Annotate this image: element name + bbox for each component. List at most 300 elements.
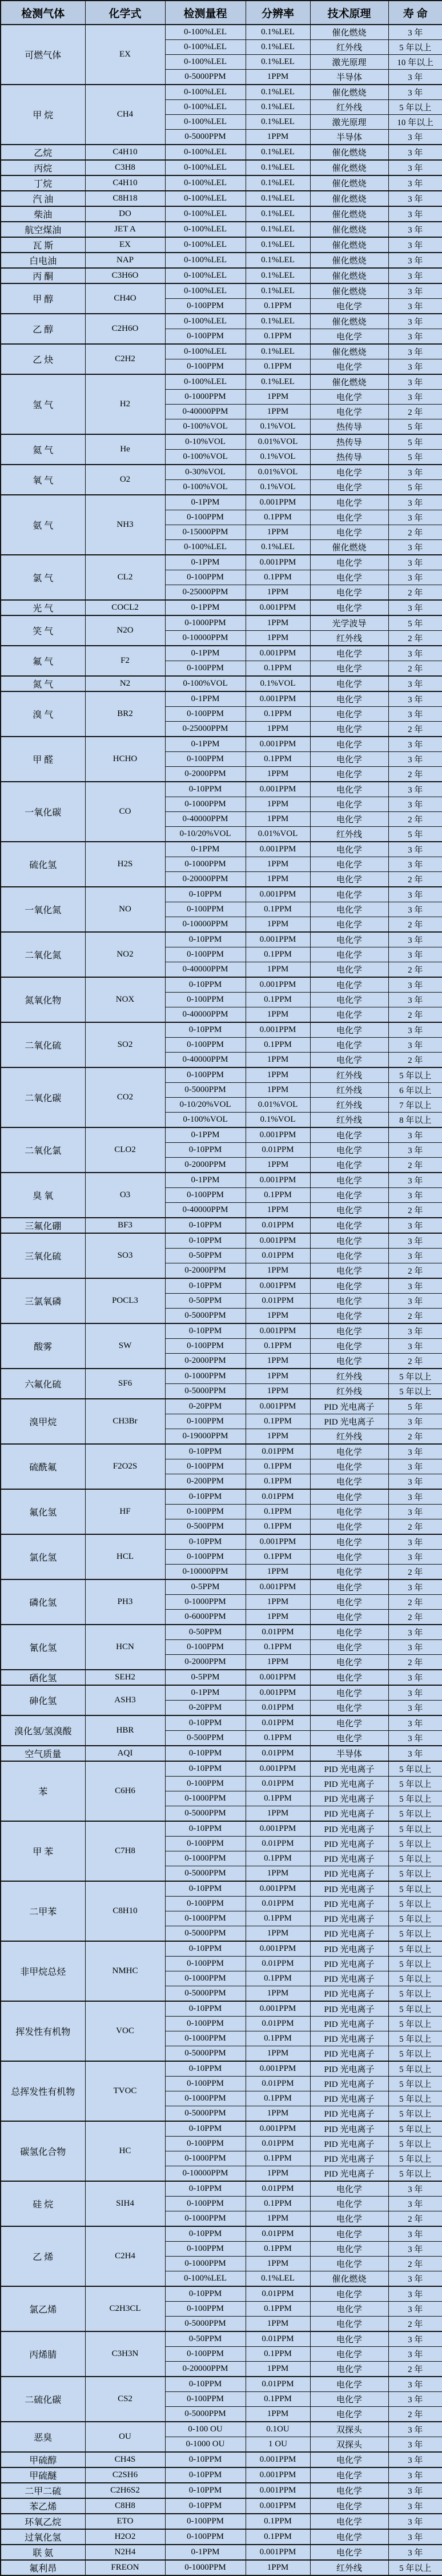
lifespan-cell: 2 年 <box>388 2317 442 2332</box>
lifespan-cell: 5 年以上 <box>388 1821 442 1837</box>
resolution-cell: 1PPM <box>246 2560 310 2575</box>
principle-cell: 电化学 <box>310 525 388 540</box>
range-cell: 0-100%LEL <box>165 222 246 237</box>
range-cell: 0-1000PPM <box>165 1971 246 1986</box>
lifespan-cell: 3 年 <box>388 2242 442 2257</box>
lifespan-cell: 3 年 <box>388 2286 442 2302</box>
table-row <box>1 646 442 661</box>
principle-cell: 电化学 <box>310 2545 388 2560</box>
formula-cell: NAP <box>85 253 165 268</box>
lifespan-cell: 3 年 <box>388 842 442 857</box>
gas-name-cell: 硒化氢 <box>1 1670 85 1685</box>
range-cell: 0-5000PPM <box>165 2407 246 2422</box>
resolution-cell: 0.01PPM <box>246 1249 310 1263</box>
lifespan-cell: 5 年 <box>388 450 442 465</box>
lifespan-cell: 3 年 <box>388 344 442 359</box>
gas-name-cell: 一氧化碳 <box>1 782 85 842</box>
range-cell: 0-2000PPM <box>165 1158 246 1173</box>
table-row <box>1 1067 442 1083</box>
range-cell: 0-20000PPM <box>165 872 246 887</box>
table-row <box>1 1715 442 1731</box>
range-cell: 0-100%LEL <box>165 314 246 329</box>
formula-cell: O2 <box>85 465 165 495</box>
lifespan-cell: 3 年 <box>388 691 442 707</box>
range-cell: 0-10PPM <box>165 1143 246 1158</box>
column-header-range: 检测量程 <box>165 1 246 25</box>
range-cell: 0-100%LEL <box>165 115 246 130</box>
table-row <box>1 2560 442 2575</box>
table-row <box>1 344 442 359</box>
resolution-cell: 0.1PPM <box>246 1640 310 1655</box>
principle-cell: 电化学 <box>310 977 388 993</box>
lifespan-cell: 2 年 <box>388 812 442 827</box>
range-cell: 0-100PPM <box>165 1459 246 1474</box>
principle-cell: 电化学 <box>310 737 388 752</box>
gas-name-cell: 乙 烯 <box>1 2226 85 2286</box>
range-cell: 0-100%VOL <box>165 450 246 465</box>
gas-name-cell: 三氯氧磷 <box>1 1278 85 1323</box>
range-cell: 0-10000PPM <box>165 2166 246 2182</box>
gas-name-cell: 溴甲烷 <box>1 1399 85 1444</box>
resolution-cell: 0.001PPM <box>246 2452 310 2467</box>
resolution-cell: 1PPM <box>246 812 310 827</box>
range-cell: 0-100PPM <box>165 1550 246 1565</box>
resolution-cell: 0.1PPM <box>246 661 310 677</box>
resolution-cell: 0.001PPM <box>246 495 310 510</box>
table-row <box>1 237 442 253</box>
principle-cell: 红外线 <box>310 1384 388 1399</box>
formula-cell: ETO <box>85 2514 165 2529</box>
principle-cell: 电化学 <box>310 2197 388 2211</box>
lifespan-cell: 5 年以上 <box>388 1384 442 1399</box>
resolution-cell: 1PPM <box>246 2166 310 2182</box>
resolution-cell: 1PPM <box>246 1263 310 1279</box>
resolution-cell: 0.1PPM <box>246 902 310 917</box>
range-cell: 0-100PPM <box>165 2514 246 2529</box>
formula-cell: VOC <box>85 2001 165 2061</box>
range-cell: 0-100%LEL <box>165 374 246 390</box>
principle-cell: 催化燃烧 <box>310 160 388 175</box>
resolution-cell: 0.1PPM <box>246 1791 310 1806</box>
range-cell: 0-100PPM <box>165 329 246 345</box>
range-cell: 0-30%VOL <box>165 465 246 480</box>
resolution-cell: 0.1PPM <box>246 2151 310 2166</box>
lifespan-cell: 3 年 <box>388 993 442 1007</box>
formula-cell: NMHC <box>85 1941 165 2001</box>
principle-cell: PID 光电离子 <box>310 2031 388 2046</box>
resolution-cell: 0.01PPM <box>246 1837 310 1851</box>
range-cell: 0-2000PPM <box>165 1655 246 1670</box>
range-cell: 0-100%LEL <box>165 253 246 268</box>
lifespan-cell: 3 年 <box>388 977 442 993</box>
gas-name-cell: 丙烷 <box>1 160 85 175</box>
table-row <box>1 615 442 631</box>
resolution-cell: 0.1PPM <box>246 1550 310 1565</box>
table-row <box>1 1941 442 1957</box>
resolution-cell: 1PPM <box>246 1926 310 1942</box>
lifespan-cell: 5 年以上 <box>388 2151 442 2166</box>
resolution-cell: 0.1PPM <box>246 2529 310 2545</box>
range-cell: 0-10PPM <box>165 1761 246 1777</box>
range-cell: 0-5000PPM <box>165 1384 246 1399</box>
gas-name-cell: 过氧化氢 <box>1 2529 85 2545</box>
gas-name-cell: 柴油 <box>1 206 85 222</box>
lifespan-cell: 3 年 <box>388 932 442 947</box>
resolution-cell: 1PPM <box>246 872 310 887</box>
resolution-cell: 0.01PPM <box>246 1746 310 1761</box>
gas-name-cell: 环氧乙烷 <box>1 2514 85 2529</box>
formula-cell: SO2 <box>85 1022 165 1067</box>
gas-name-cell: 可燃气体 <box>1 25 85 85</box>
principle-cell: 电化学 <box>310 1007 388 1023</box>
resolution-cell: 0.1PPM <box>246 2347 310 2362</box>
resolution-cell: 0.001PPM <box>246 1941 310 1957</box>
range-cell: 0-10PPM <box>165 1022 246 1038</box>
principle-cell: 电化学 <box>310 1519 388 1535</box>
principle-cell: 电化学 <box>310 993 388 1007</box>
lifespan-cell: 3 年 <box>388 175 442 191</box>
principle-cell: 电化学 <box>310 2257 388 2271</box>
resolution-cell: 0.01PPM <box>246 1294 310 1309</box>
lifespan-cell: 3 年 <box>388 1640 442 1655</box>
range-cell: 0-100PPM <box>165 1067 246 1083</box>
table-row <box>1 283 442 299</box>
gas-name-cell: 光 气 <box>1 600 85 615</box>
resolution-cell: 1PPM <box>246 1806 310 1822</box>
lifespan-cell: 3 年 <box>388 1339 442 1354</box>
formula-cell: HCL <box>85 1534 165 1579</box>
resolution-cell: 0.001PPM <box>246 600 310 615</box>
principle-cell: 催化燃烧 <box>310 175 388 191</box>
range-cell: 0-1000PPM <box>165 1791 246 1806</box>
resolution-cell: 0.001PPM <box>246 2483 310 2498</box>
range-cell: 0-100PPM <box>165 993 246 1007</box>
principle-cell: 电化学 <box>310 842 388 857</box>
principle-cell: 电化学 <box>310 1701 388 1716</box>
resolution-cell: 0.01PPM <box>246 2286 310 2302</box>
formula-cell: F2 <box>85 646 165 676</box>
principle-cell: 电化学 <box>310 707 388 722</box>
lifespan-cell: 5 年以上 <box>388 2031 442 2046</box>
formula-cell: EX <box>85 25 165 85</box>
lifespan-cell: 3 年 <box>388 237 442 253</box>
formula-cell: H2 <box>85 374 165 434</box>
table-row <box>1 2121 442 2137</box>
formula-cell: CO2 <box>85 1067 165 1127</box>
resolution-cell: 1PPM <box>246 1354 310 1369</box>
range-cell: 0-100%LEL <box>165 175 246 191</box>
table-row <box>1 1022 442 1038</box>
resolution-cell: 0.1%LEL <box>246 206 310 222</box>
resolution-cell: 0.01%VOL <box>246 1098 310 1113</box>
table-row <box>1 676 442 691</box>
lifespan-cell: 3 年 <box>388 570 442 585</box>
lifespan-cell: 10 年以上 <box>388 55 442 70</box>
table-row <box>1 1579 442 1595</box>
gas-name-cell: 氰化氢 <box>1 1625 85 1670</box>
lifespan-cell: 5 年以上 <box>388 2077 442 2091</box>
resolution-cell: 0.1%LEL <box>246 100 310 115</box>
lifespan-cell: 2 年 <box>388 1595 442 1610</box>
formula-cell: C4H10 <box>85 175 165 191</box>
lifespan-cell: 3 年 <box>388 2467 442 2483</box>
formula-cell: C4H10 <box>85 145 165 160</box>
principle-cell: 电化学 <box>310 1263 388 1279</box>
table-row <box>1 2483 442 2498</box>
column-header-gas: 检测气体 <box>1 1 85 25</box>
gas-name-cell: 氢 气 <box>1 374 85 434</box>
resolution-cell: 1PPM <box>246 1866 310 1882</box>
principle-cell: 催化燃烧 <box>310 344 388 359</box>
table-row <box>1 1489 442 1505</box>
principle-cell: 电化学 <box>310 1249 388 1263</box>
range-cell: 0-10PPM <box>165 2226 246 2242</box>
formula-cell: NO <box>85 887 165 932</box>
table-row <box>1 932 442 947</box>
gas-name-cell: 六氟化硫 <box>1 1369 85 1399</box>
lifespan-cell: 5 年以上 <box>388 1067 442 1083</box>
table-row <box>1 253 442 268</box>
resolution-cell: 0.1PPM <box>246 329 310 345</box>
resolution-cell: 0.1PPM <box>246 1339 310 1354</box>
gas-name-cell: 氦 气 <box>1 434 85 465</box>
resolution-cell: 0.001PPM <box>246 1761 310 1777</box>
principle-cell: 电化学 <box>310 1685 388 1701</box>
lifespan-cell: 2 年 <box>388 1053 442 1068</box>
lifespan-cell: 3 年 <box>388 737 442 752</box>
table-row <box>1 782 442 797</box>
range-cell: 0-100%LEL <box>165 237 246 253</box>
lifespan-cell: 3 年 <box>388 857 442 872</box>
lifespan-cell: 3 年 <box>388 2392 442 2407</box>
principle-cell: 红外线 <box>310 827 388 842</box>
lifespan-cell: 7 年以上 <box>388 1098 442 1113</box>
lifespan-cell: 2 年 <box>388 1655 442 1670</box>
range-cell: 0-100%VOL <box>165 676 246 691</box>
principle-cell: 电化学 <box>310 1203 388 1218</box>
range-cell: 0-1000PPM <box>165 2151 246 2166</box>
resolution-cell: 0.001PPM <box>246 1323 310 1339</box>
formula-cell: C3H6O <box>85 268 165 283</box>
principle-cell: 电化学 <box>310 2242 388 2257</box>
range-cell: 0-5000PPM <box>165 130 246 145</box>
lifespan-cell: 2 年 <box>388 2257 442 2271</box>
resolution-cell: 0.1PPM <box>246 1188 310 1203</box>
formula-cell: NOX <box>85 977 165 1022</box>
range-cell: 0-100%LEL <box>165 540 246 555</box>
range-cell: 0-10PPM <box>165 2498 246 2514</box>
lifespan-cell: 5 年以上 <box>388 1897 442 1911</box>
range-cell: 0-5000PPM <box>165 2317 246 2332</box>
principle-cell: 电化学 <box>310 797 388 812</box>
range-cell: 0-500PPM <box>165 1731 246 1746</box>
principle-cell: 电化学 <box>310 2181 388 2197</box>
lifespan-cell: 3 年 <box>388 1173 442 1188</box>
range-cell: 0-100PPM <box>165 1505 246 1519</box>
principle-cell: 热传导 <box>310 419 388 435</box>
lifespan-cell: 3 年 <box>388 2483 442 2498</box>
range-cell: 0-50PPM <box>165 2331 246 2347</box>
principle-cell: 电化学 <box>310 1022 388 1038</box>
range-cell: 0-100PPM <box>165 1957 246 1971</box>
lifespan-cell: 3 年 <box>388 782 442 797</box>
range-cell: 0-5PPM <box>165 1670 246 1685</box>
resolution-cell: 0.1PPM <box>246 993 310 1007</box>
lifespan-cell: 3 年 <box>388 1249 442 1263</box>
gas-name-cell: 臭 氧 <box>1 1173 85 1218</box>
principle-cell: 红外线 <box>310 100 388 115</box>
principle-cell: 电化学 <box>310 1173 388 1188</box>
resolution-cell: 0.1PPM <box>246 1474 310 1490</box>
lifespan-cell: 5 年 <box>388 1399 442 1414</box>
resolution-cell: 0.001PPM <box>246 1233 310 1249</box>
resolution-cell: 0.1%LEL <box>246 222 310 237</box>
range-cell: 0-10PPM <box>165 977 246 993</box>
principle-cell: 催化燃烧 <box>310 374 388 390</box>
gas-name-cell: 甲硫醚 <box>1 2467 85 2483</box>
lifespan-cell: 2 年 <box>388 405 442 419</box>
formula-cell: C2H2 <box>85 344 165 374</box>
table-row <box>1 1534 442 1550</box>
principle-cell: PID 光电离子 <box>310 1911 388 1926</box>
range-cell: 0-1000PPM <box>165 2211 246 2227</box>
resolution-cell: 0.1%LEL <box>246 344 310 359</box>
principle-cell: 催化燃烧 <box>310 145 388 160</box>
table-row <box>1 2545 442 2560</box>
range-cell: 0-100PPM <box>165 570 246 585</box>
principle-cell: 催化燃烧 <box>310 314 388 329</box>
lifespan-cell: 5 年以上 <box>388 1957 442 1971</box>
principle-cell: 电化学 <box>310 1038 388 1053</box>
resolution-cell: 0.001PPM <box>246 1881 310 1897</box>
principle-cell: 电化学 <box>310 782 388 797</box>
formula-cell: BF3 <box>85 1218 165 1233</box>
principle-cell: 电化学 <box>310 1444 388 1459</box>
principle-cell: PID 光电离子 <box>310 1851 388 1866</box>
lifespan-cell: 2 年 <box>388 1309 442 1324</box>
principle-cell: 电化学 <box>310 872 388 887</box>
lifespan-cell: 2 年 <box>388 872 442 887</box>
formula-cell: C2H4 <box>85 2226 165 2286</box>
range-cell: 0-2000PPM <box>165 767 246 782</box>
principle-cell: 电化学 <box>310 1218 388 1233</box>
principle-cell: 电化学 <box>310 2226 388 2242</box>
principle-cell: 电化学 <box>310 887 388 902</box>
lifespan-cell: 3 年 <box>388 707 442 722</box>
resolution-cell: 0.001PPM <box>246 646 310 661</box>
lifespan-cell: 3 年 <box>388 2331 442 2347</box>
resolution-cell: 0.1PPM <box>246 2197 310 2211</box>
table-row <box>1 2452 442 2467</box>
lifespan-cell: 3 年 <box>388 70 442 85</box>
lifespan-cell: 3 年 <box>388 85 442 100</box>
gas-name-cell: 氯乙烯 <box>1 2286 85 2331</box>
resolution-cell: 1PPM <box>246 2046 310 2062</box>
principle-cell: 电化学 <box>310 812 388 827</box>
lifespan-cell: 3 年 <box>388 646 442 661</box>
gas-name-cell: 甲硫醇 <box>1 2452 85 2467</box>
principle-cell: 电化学 <box>310 962 388 978</box>
principle-cell: PID 光电离子 <box>310 1791 388 1806</box>
lifespan-cell: 2 年 <box>388 767 442 782</box>
lifespan-cell: 5 年以上 <box>388 2061 442 2077</box>
gas-name-cell: 挥发性有机物 <box>1 2001 85 2061</box>
column-header-resolution: 分辨率 <box>246 1 310 25</box>
resolution-cell: 0.1OU <box>246 2422 310 2437</box>
principle-cell: 半导体 <box>310 70 388 85</box>
range-cell: 0-500PPM <box>165 1519 246 1535</box>
range-cell: 0-10PPM <box>165 2061 246 2077</box>
range-cell: 0-100PPM <box>165 752 246 767</box>
lifespan-cell: 10 年以上 <box>388 115 442 130</box>
range-cell: 0-50PPM <box>165 1294 246 1309</box>
principle-cell: 催化燃烧 <box>310 253 388 268</box>
formula-cell: C6H6 <box>85 1761 165 1821</box>
resolution-cell: 1PPM <box>246 1203 310 1218</box>
lifespan-cell: 3 年 <box>388 2437 442 2453</box>
gas-name-cell: 汽 油 <box>1 191 85 206</box>
table-row <box>1 314 442 329</box>
lifespan-cell: 3 年 <box>388 1143 442 1158</box>
resolution-cell: 0.01PPM <box>246 1897 310 1911</box>
lifespan-cell: 2 年 <box>388 722 442 737</box>
lifespan-cell: 5 年以上 <box>388 2046 442 2062</box>
table-row <box>1 268 442 283</box>
gas-name-cell: 氧 气 <box>1 465 85 495</box>
gas-name-cell: 砷化氢 <box>1 1685 85 1715</box>
resolution-cell: 0.1PPM <box>246 2031 310 2046</box>
range-cell: 0-50PPM <box>165 1625 246 1640</box>
principle-cell: PID 光电离子 <box>310 1926 388 1942</box>
principle-cell: PID 光电离子 <box>310 2137 388 2151</box>
resolution-cell: 0.1%LEL <box>246 314 310 329</box>
range-cell: 0-100%LEL <box>165 100 246 115</box>
range-cell: 0-10/20%VOL <box>165 827 246 842</box>
table-row <box>1 2514 442 2529</box>
resolution-cell: 0.1PPM <box>246 1505 310 1519</box>
range-cell: 0-100PPM <box>165 707 246 722</box>
resolution-cell: 1PPM <box>246 917 310 933</box>
lifespan-cell: 3 年 <box>388 2529 442 2545</box>
gas-name-cell: 甲 烷 <box>1 85 85 145</box>
principle-cell: 电化学 <box>310 465 388 480</box>
gas-name-cell: 总挥发性有机物 <box>1 2061 85 2121</box>
table-row <box>1 691 442 707</box>
gas-name-cell: 苯 <box>1 1761 85 1821</box>
lifespan-cell: 2 年 <box>388 1565 442 1580</box>
principle-cell: 催化燃烧 <box>310 191 388 206</box>
lifespan-cell: 3 年 <box>388 25 442 40</box>
lifespan-cell: 3 年 <box>388 2181 442 2197</box>
range-cell: 0-100PPM <box>165 1640 246 1655</box>
principle-cell: 热传导 <box>310 450 388 465</box>
principle-cell: 电化学 <box>310 2452 388 2467</box>
principle-cell: PID 光电离子 <box>310 1837 388 1851</box>
gas-name-cell: 二甲苯 <box>1 1881 85 1941</box>
principle-cell: 电化学 <box>310 1579 388 1595</box>
range-cell: 0-100PPM <box>165 1414 246 1429</box>
range-cell: 0-10PPM <box>165 1218 246 1233</box>
table-row <box>1 1399 442 1414</box>
range-cell: 0-100PPM <box>165 1897 246 1911</box>
range-cell: 0-10PPM <box>165 1941 246 1957</box>
lifespan-cell: 3 年 <box>388 1459 442 1474</box>
principle-cell: 红外线 <box>310 1098 388 1113</box>
principle-cell: 电化学 <box>310 2347 388 2362</box>
lifespan-cell: 3 年 <box>388 160 442 175</box>
gas-name-cell: 二氧化氮 <box>1 932 85 977</box>
lifespan-cell: 3 年 <box>388 314 442 329</box>
